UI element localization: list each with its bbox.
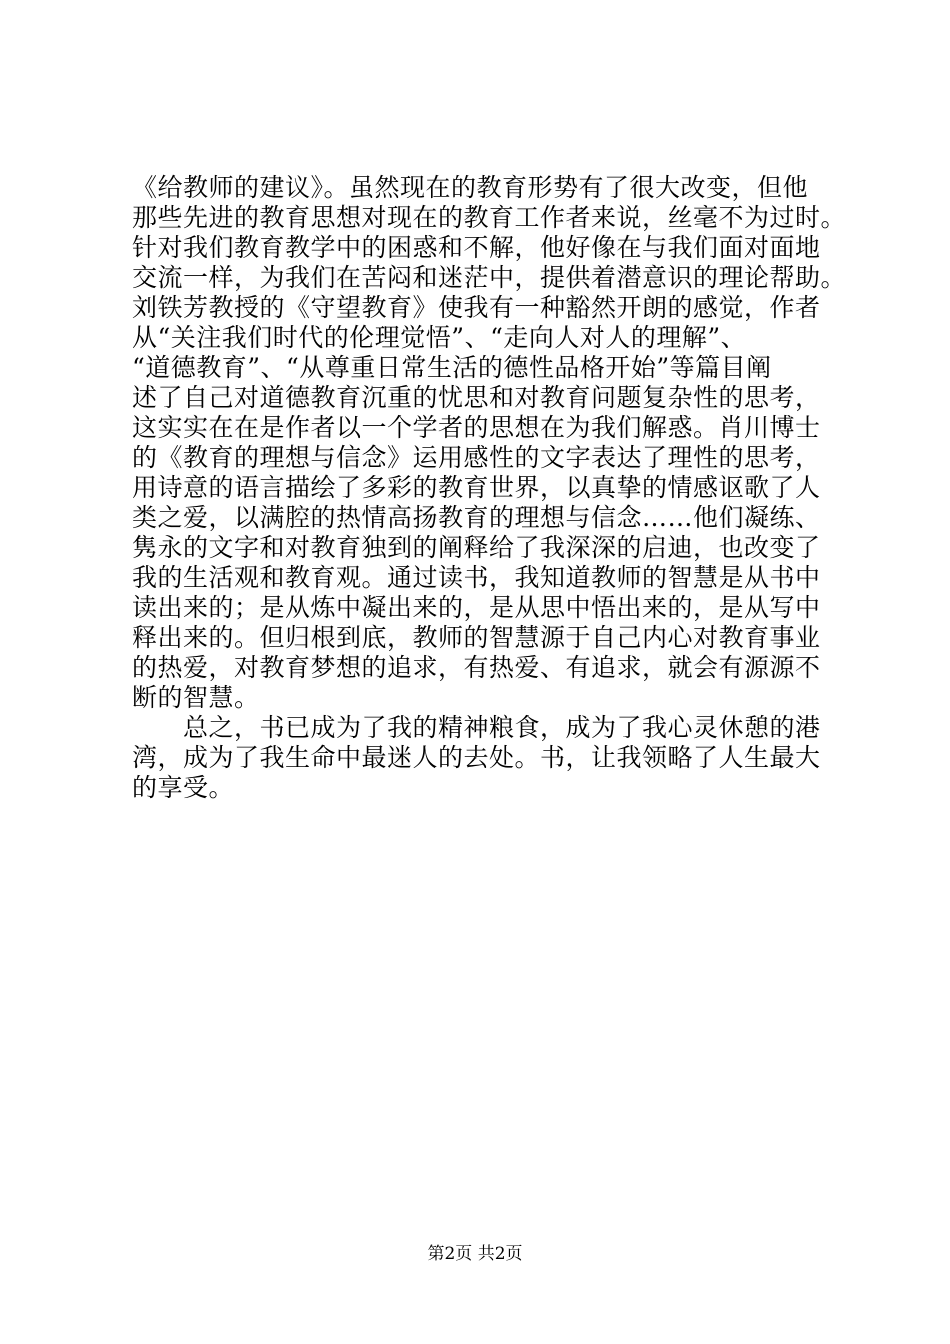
text-line: 那些先进的教育思想对现在的教育工作者来说，丝毫不为过时。	[132, 203, 847, 232]
text-line: 类之爱，以满腔的热情高扬教育的理想与信念……他们凝练、	[132, 503, 821, 532]
text-line: 从“关注我们时代的伦理觉悟”、“走向人对人的理解”、	[132, 323, 747, 352]
text-line: 的享受。	[132, 773, 235, 802]
text-line: 湾，成为了我生命中最迷人的去处。书，让我领略了人生最大	[132, 743, 821, 772]
text-line: 《给教师的建议》。虽然现在的教育形势有了很大改变，但他	[132, 173, 809, 202]
text-line: 的《教育的理想与信念》运用感性的文字表达了理性的思考，	[132, 443, 821, 472]
text-line: 刘铁芳教授的《守望教育》使我有一种豁然开朗的感觉，作者	[132, 293, 821, 322]
text-line: 释出来的。但归根到底，教师的智慧源于自己内心对教育事业	[132, 623, 821, 652]
text-line: 述了自己对道德教育沉重的忧思和对教育问题复杂性的思考，	[132, 383, 821, 412]
text-line: 用诗意的语言描绘了多彩的教育世界，以真挚的情感讴歌了人	[132, 473, 821, 502]
page-number-footer: 第2页 共2页	[427, 1244, 523, 1264]
text-line: 隽永的文字和对教育独到的阐释给了我深深的启迪，也改变了	[132, 533, 821, 562]
text-line: 读出来的；是从炼中凝出来的，是从思中悟出来的，是从写中	[132, 593, 821, 622]
text-line: “道德教育”、“从尊重日常生活的德性品格开始”等篇目阐	[132, 353, 772, 382]
text-line: 这实实在在是作者以一个学者的思想在为我们解惑。肖川博士	[132, 413, 821, 442]
text-line: 交流一样，为我们在苦闷和迷茫中，提供着潜意识的理论帮助。	[132, 263, 847, 292]
text-line: 我的生活观和教育观。通过读书，我知道教师的智慧是从书中	[132, 563, 821, 592]
text-line: 断的智慧。	[132, 683, 260, 712]
text-line: 总之，书已成为了我的精神粮食，成为了我心灵休憩的港	[132, 713, 821, 742]
body-text	[132, 173, 847, 803]
text-line: 的热爱，对教育梦想的追求，有热爱、有追求，就会有源源不	[132, 653, 821, 682]
text-line: 针对我们教育教学中的困惑和不解，他好像在与我们面对面地	[132, 233, 821, 262]
